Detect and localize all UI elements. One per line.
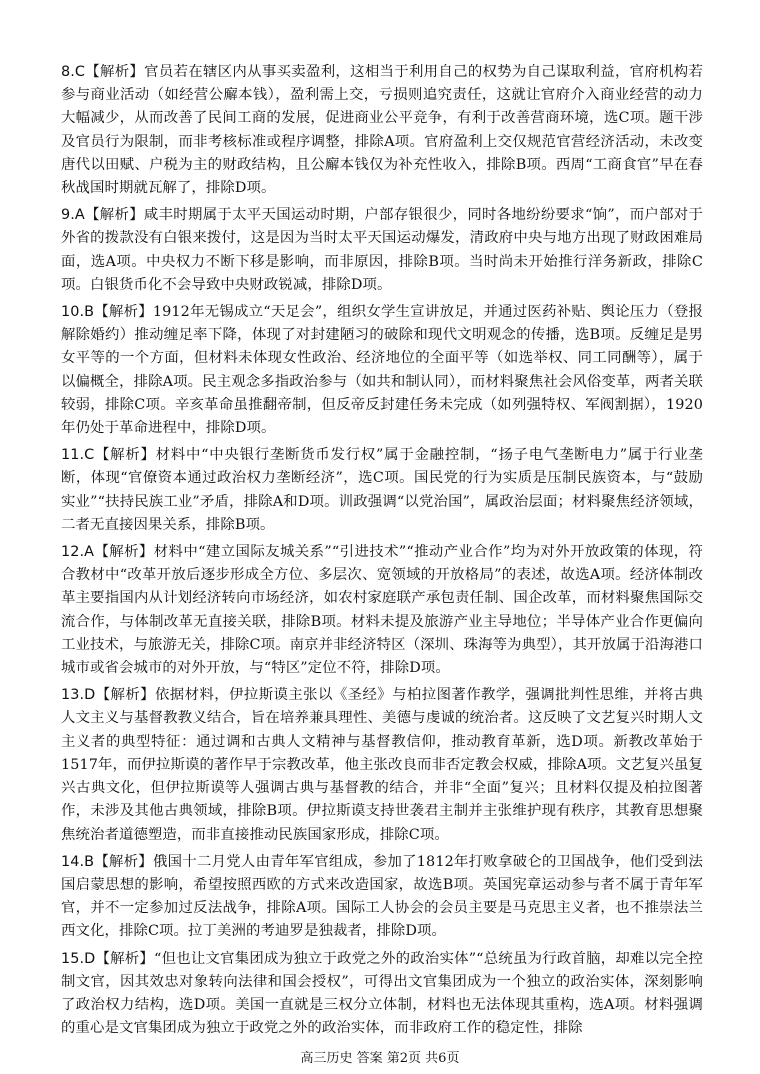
answer-label: 14.B【解析】 — [61, 853, 153, 870]
answer-text: 官员若在辖区内从事买卖盈利，这相当于利用自己的权势为自己谋取利益，官府机构若参与商业活动（如经营公廨本钱），盈利需上交，亏损则追究责任，这就让官府介入商业经营的动力大幅减少，从而改善了民间工商的发展，促进商业公平竞争，有利于改善营商环境，选C项。题干涉及官员行为限制，而非考核标准或程序调整，排除A项。官府盈利上交仅规范官营经济活动，未改变唐代以田赋、户税为主的财政结构，且公廨本钱仅为补充性收入，排除B项。西周“工商食官”早在春秋战国时期就瓦解了，排除D项。 — [61, 64, 703, 197]
answer-entry-9 — [61, 204, 703, 297]
answer-label: 15.D【解析】 — [61, 950, 154, 967]
answer-entry-15 — [61, 948, 703, 1041]
answer-text: 1912年无锡成立“天足会”，组织女学生宣讲放足，并通过医药补贴、舆论压力（登报解除婚约）推动缠足率下降，体现了对封建陋习的破除和现代文明观念的传播，选B项。反缠足是男女平等的一个方面，但材料未体现女性政治、经济地位的全面平等（如选举权、同工同酬等），属于以偏概全，排除A项。民主观念多指政治参与（如共和制认同），而材料聚焦社会风俗变革，两者关联较弱，排除C项。辛亥革命虽推翻帝制，但反帝反封建任务未完成（如列强特权、军阀割据），1920年仍处于革命进程中，排除D项。 — [61, 304, 703, 437]
answer-label: 11.C【解析】 — [61, 447, 156, 464]
answer-text: 材料中“建立国际友城关系”“引进技术”“推动产业合作”均为对外开放政策的体现，符合教材中“改革开放后逐步形成全方位、多层次、宽领域的开放格局”的表述，故选A项。经济体制改革主要指国内从计划经济转向市场经济，如农村家庭联产承包责任制、国企改革，而材料聚焦国际交流合作，与体制改革无直接关联，排除B项。材料未提及旅游产业主导地位；半导体产业合作更偏向工业技术，与旅游无关，排除C项。南京并非经济特区（深圳、珠海等为典型），其开放属于沿海港口城市或省会城市的对外开放，与“特区”定位不符，排除D项。 — [61, 544, 703, 677]
answer-entry-12 — [61, 541, 703, 680]
answer-text: 咸丰时期属于太平天国运动时期，户部存银很少，同时各地纷纷要求“饷”，而户部对于外省的拨款没有白银来拨付，这是因为当时太平天国运动爆发，清政府中央与地方出现了财政困难局面，选A项。中央权力不断下移是影响，而非原因，排除B项。当时尚未开始推行洋务新政，排除C项。白银货币化不会导致中央财政锐减，排除D项。 — [61, 207, 703, 293]
answer-label: 13.D【解析】 — [61, 687, 155, 704]
answer-entry-10 — [61, 301, 703, 440]
answer-text: 依据材料，伊拉斯谟主张以《圣经》与柏拉图著作教学，强调批判性思维，并将古典人文主义与基督教教义结合，旨在培养兼具理性、美德与虔诚的统治者。这反映了文艺复兴时期人文主义者的典型特征：通过调和古典人文精神与基督教信仰，推动教育革新，选D项。新教改革始于1517年，而伊拉斯谟的著作早于宗教改革，他主张改良而非否定教会权威，排除A项。文艺复兴虽复兴古典文化，但伊拉斯谟等人强调古典与基督教的结合，并非“全面”复兴；且材料仅提及柏拉图著作，未涉及其他古典领域，排除B项。伊拉斯谟支持世袭君主制并主张维护现有秩序，其教育思想聚焦统治者道德塑造，而非直接推动民族国家形成，排除C项。 — [61, 687, 703, 843]
answer-content — [61, 61, 703, 1040]
answer-label: 12.A【解析】 — [61, 544, 154, 561]
answer-entry-13 — [61, 684, 703, 846]
answer-text: 材料中“中央银行垄断货币发行权”属于金融控制，“扬子电气垄断电力”属于行业垄断，体现“官僚资本通过政治权力垄断经济”，选C项。国民党的行为实质是压制民族资本，与“鼓励实业”“扶持民族工业”矛盾，排除A和D项。训政强调“以党治国”，属政治层面；材料聚焦经济领域，二者无直接因果关系，排除B项。 — [61, 447, 703, 533]
answer-label: 10.B【解析】 — [61, 304, 153, 321]
answer-label: 8.C【解析】 — [61, 64, 145, 80]
answer-entry-14 — [61, 851, 703, 944]
answer-label: 9.A【解析】 — [61, 207, 144, 224]
answer-text: 俄国十二月党人由青年军官组成，参加了1812年打败拿破仑的卫国战争，他们受到法国启蒙思想的影响，希望按照西欧的方式来改造国家，故选B项。英国宪章运动参与者不属于青年军官，并不一定参加过反法战争，排除A项。国际工人协会的会员主要是马克思主义者，也不推崇法兰西文化，排除C项。拉丁美洲的考迪罗是独裁者，排除D项。 — [61, 853, 704, 940]
answer-text: “但也让文官集团成为独立于政党之外的政治实体”“总统虽为行政首脑，却难以完全控制文官，因其效忠对象转向法律和国会授权”，可得出文官集团成为一个独立的政治实体，深刻影响了政治权力结构，选D项。美国一直就是三权分立体制，材料也无法体现其重构，选A项。材料强调的重心是文官集团成为独立于政党之外的政治实体，而非政府工作的稳定性，排除 — [61, 950, 703, 1037]
answer-entry-8 — [61, 61, 703, 200]
answer-entry-11 — [61, 444, 703, 537]
page-footer: 高三历史 答案 第2页 共6页 — [300, 1051, 460, 1066]
